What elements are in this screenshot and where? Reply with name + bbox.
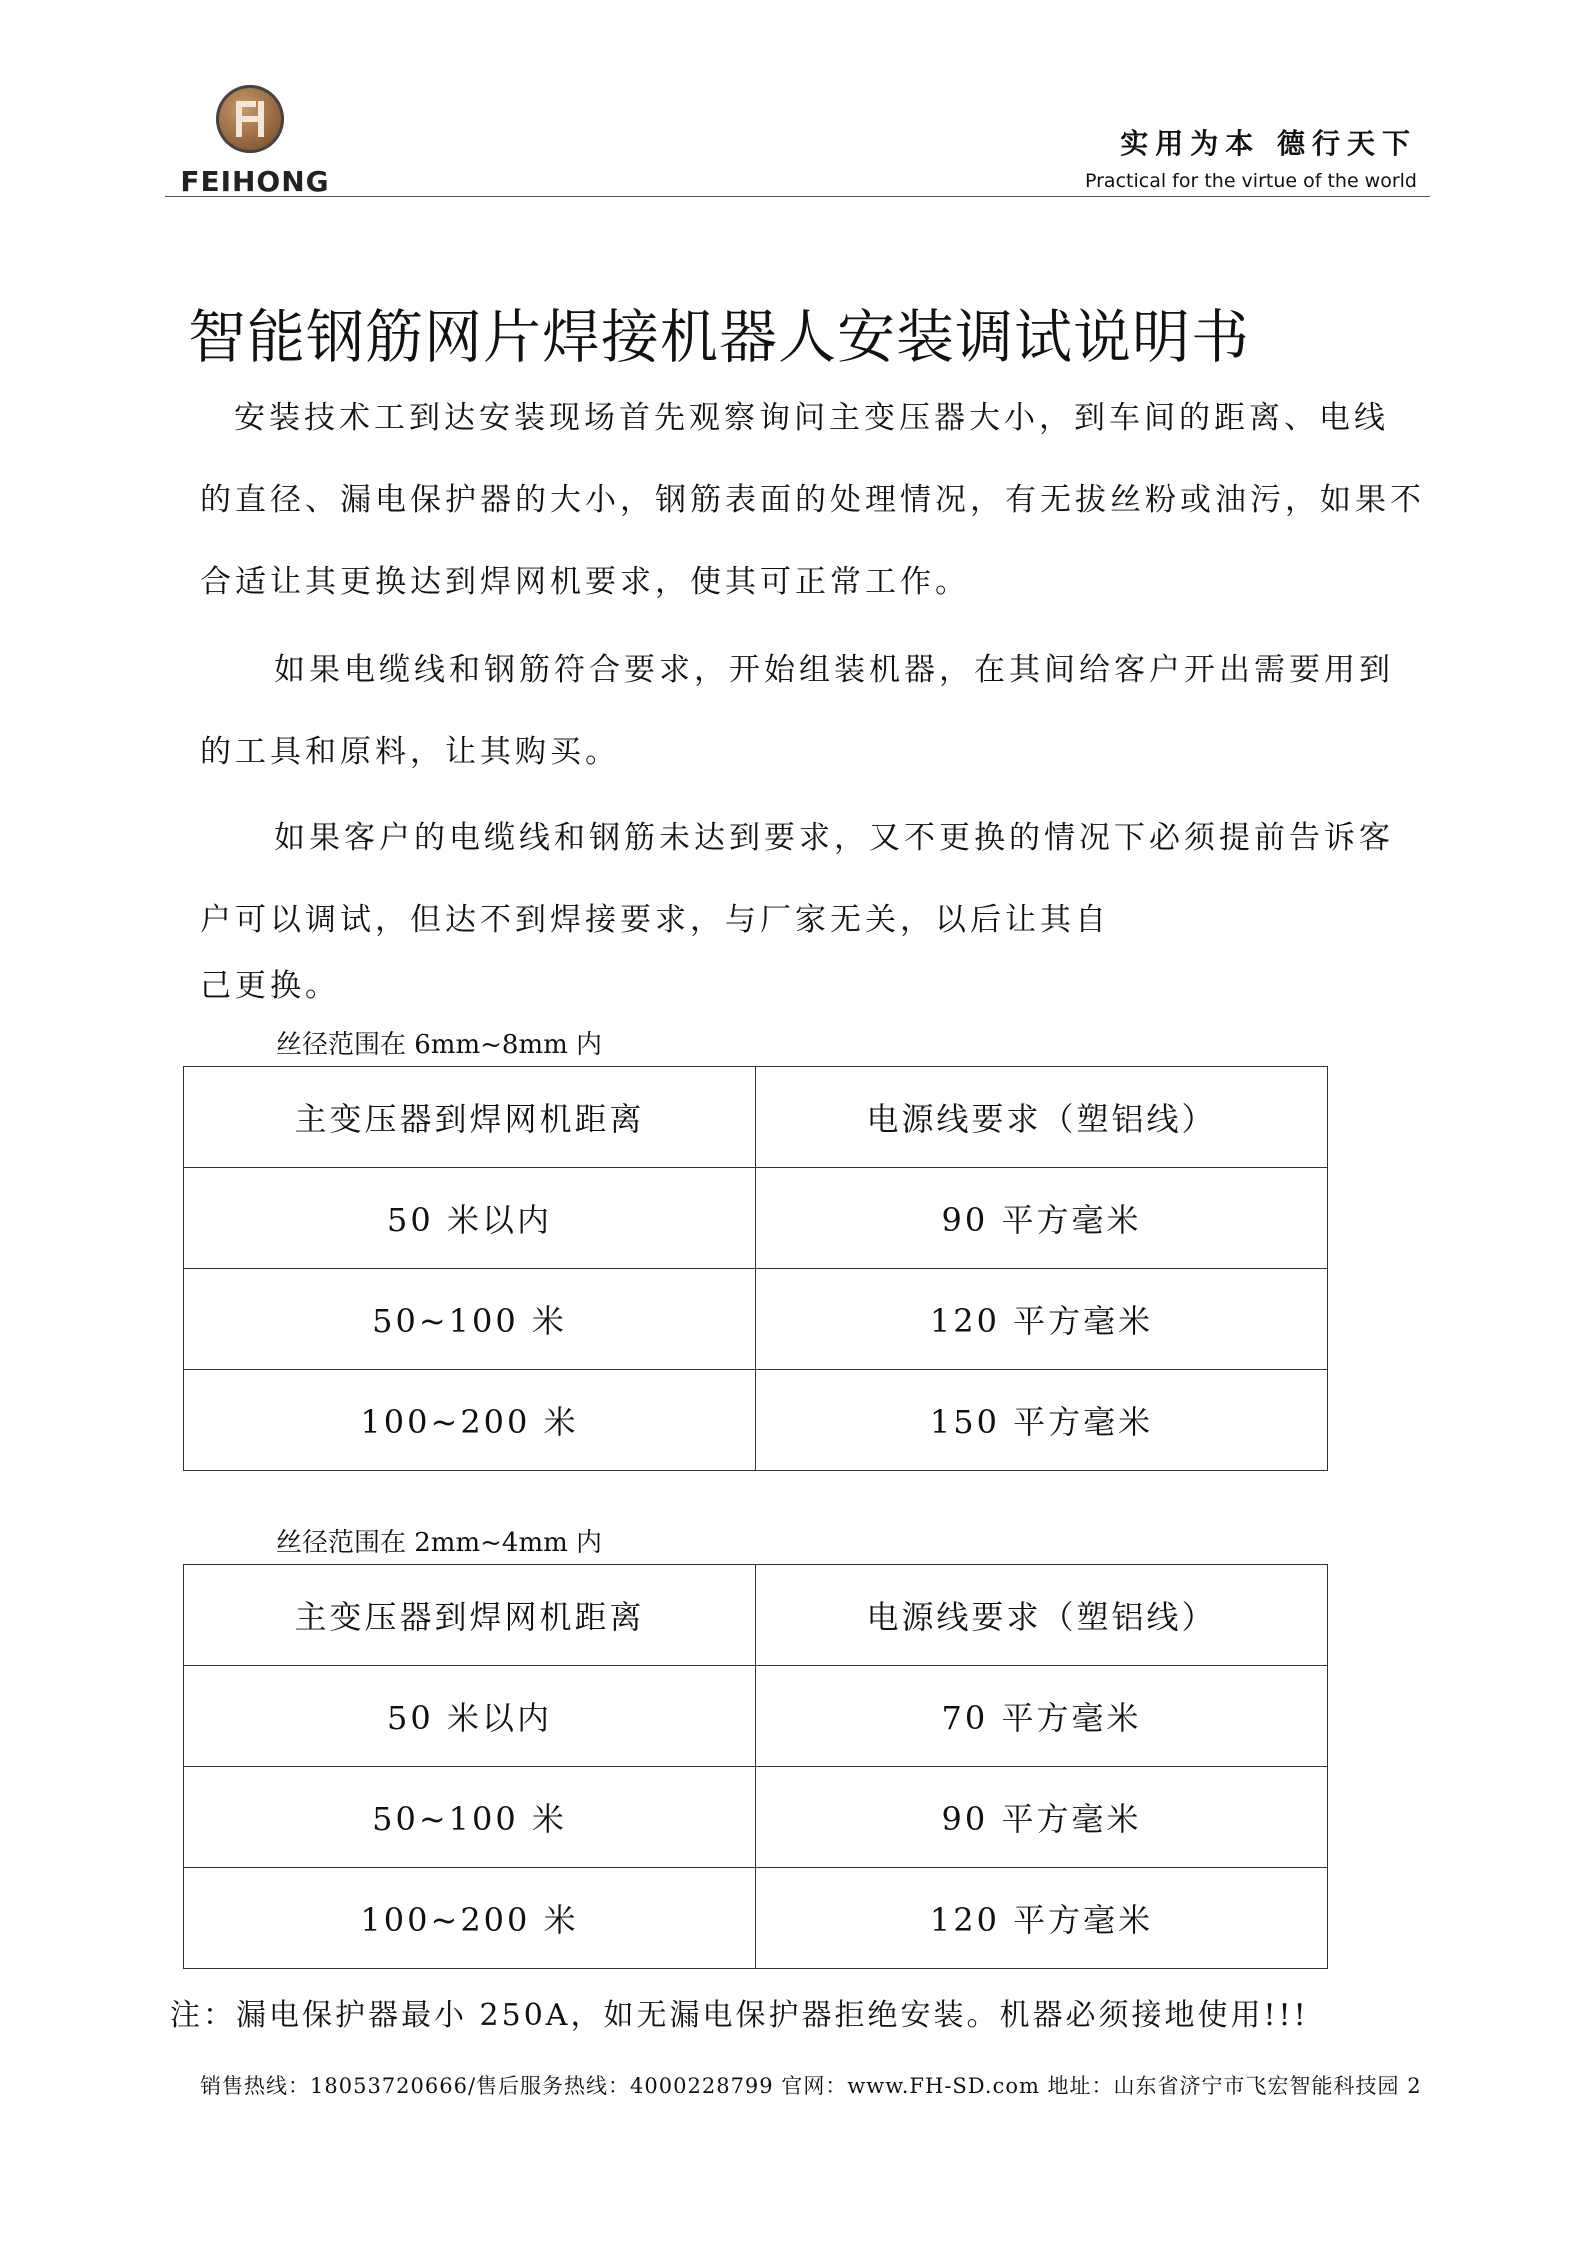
cell-distance: 50 米以内 (184, 1168, 756, 1269)
table-caption: 丝径范围在 2mm~4mm 内 (276, 1528, 603, 1558)
table-row (184, 1767, 1328, 1868)
paragraph-line: 户可以调试，但达不到焊接要求，与厂家无关，以后让其自 (200, 902, 1110, 938)
cell-cable: 70 平方毫米 (756, 1666, 1328, 1767)
slogan-english: Practical for the virtue of the world (1085, 170, 1417, 192)
spec-table-6-8mm (183, 1066, 1328, 1471)
paragraph-line: 合适让其更换达到焊网机要求，使其可正常工作。 (200, 564, 970, 600)
company-logo (170, 85, 340, 200)
cell-distance: 100~200 米 (184, 1868, 756, 1969)
table-header-row (184, 1565, 1328, 1666)
table-row (184, 1868, 1328, 1969)
safety-note: 注：漏电保护器最小 250A，如无漏电保护器拒绝安装。机器必须接地使用!!! (170, 1998, 1309, 2033)
spec-table-2-4mm (183, 1564, 1328, 1969)
document-title: 智能钢筋网片焊接机器人安装调试说明书 (188, 303, 1251, 371)
logo-emblem-icon (216, 85, 284, 153)
paragraph-line: 如果客户的电缆线和钢筋未达到要求，又不更换的情况下必须提前告诉客 (274, 820, 1394, 856)
cell-cable: 120 平方毫米 (756, 1269, 1328, 1370)
page-footer: 销售热线：18053720666/售后服务热线：4000228799 官网：www.FH-SD.com 地址：山东省济宁市飞宏智能科技园 2 (200, 2074, 1422, 2098)
paragraph-line: 安装技术工到达安装现场首先观察询问主变压器大小，到车间的距离、电线 (234, 400, 1389, 436)
table-caption: 丝径范围在 6mm~8mm 内 (276, 1030, 603, 1060)
table-row (184, 1666, 1328, 1767)
cell-distance: 50~100 米 (184, 1767, 756, 1868)
cell-cable: 90 平方毫米 (756, 1767, 1328, 1868)
paragraph-line: 己更换。 (200, 968, 340, 1004)
cell-cable: 90 平方毫米 (756, 1168, 1328, 1269)
table-row (184, 1168, 1328, 1269)
cell-distance: 100~200 米 (184, 1370, 756, 1471)
cell-distance: 50 米以内 (184, 1666, 756, 1767)
paragraph-line: 如果电缆线和钢筋符合要求，开始组装机器，在其间给客户开出需要用到 (274, 652, 1394, 688)
header-cell-cable: 电源线要求（塑铝线） (756, 1067, 1328, 1168)
logo-text: FEIHONG (180, 165, 330, 198)
header-cell-distance: 主变压器到焊网机距离 (184, 1565, 756, 1666)
header-cell-distance: 主变压器到焊网机距离 (184, 1067, 756, 1168)
table-row (184, 1269, 1328, 1370)
cell-distance: 50~100 米 (184, 1269, 756, 1370)
header-divider (165, 196, 1430, 197)
paragraph-line: 的工具和原料，让其购买。 (200, 734, 620, 770)
slogan-chinese: 实用为本 德行天下 (1120, 127, 1417, 160)
cell-cable: 120 平方毫米 (756, 1868, 1328, 1969)
table-header-row (184, 1067, 1328, 1168)
header-cell-cable: 电源线要求（塑铝线） (756, 1565, 1328, 1666)
cell-cable: 150 平方毫米 (756, 1370, 1328, 1471)
table-row (184, 1370, 1328, 1471)
paragraph-line: 的直径、漏电保护器的大小，钢筋表面的处理情况，有无拔丝粉或油污，如果不 (200, 482, 1425, 518)
